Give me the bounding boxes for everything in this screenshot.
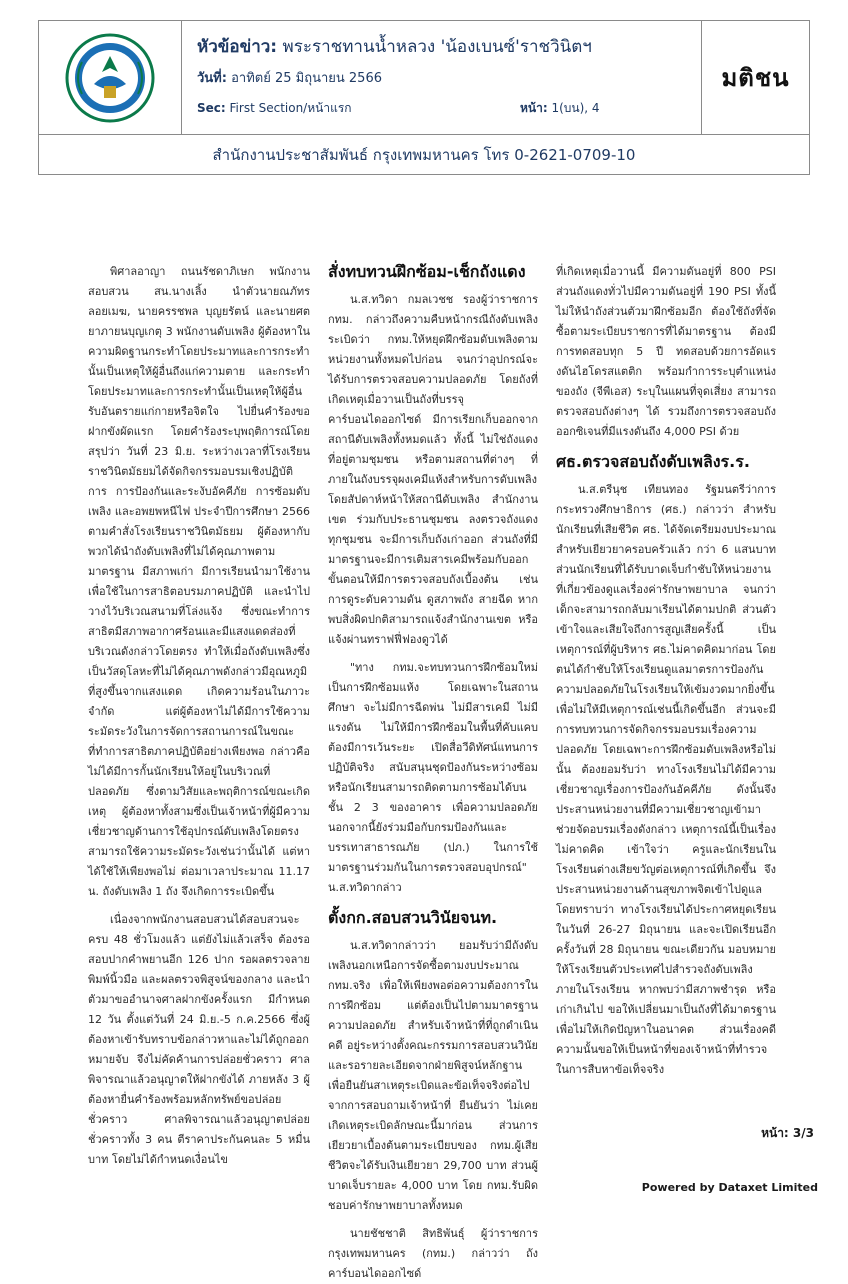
section-label: Sec: — [197, 101, 226, 115]
agency-bar — [39, 134, 809, 174]
article-paragraph: น.ส.ทวิดากล่าวว่า ยอมรับว่ามีถังดับเพลิงนอกเหนือการจัดซื้อตามงบประมาณ กทม.จริง เพื่อให้เพียงพอต่อความต้องการในการฝึกซ้อม แต่ต้องเป็นไปตามมาตรฐานความปลอดภัย สำหรับเจ้าหน้าที่ที่ถูกดำเนินคดี อยู่ระหว่างตั้งคณะกรรมการสอบสวนวินัย และรอรายละเอียดจากฝ่ายพิสูจน์หลักฐานเพื่อยืนยันสาเหตุระเบิดและข้อเท็จจริงต่อไป จากการสอบถามเจ้าหน้าที่ ยืนยันว่า ไม่เคยเกิดเหตุระเบิดลักษณะนี้มาก่อน ส่วนการเยียวยาเบื้องต้นตามระเบียบของ กทม.ผู้เสียชีวิตจะได้รับเงินเยียวยา 29,700 บาท ส่วนผู้บาดเจ็บรายละ 4,000 บาท โดย กทม.รับผิดชอบค่ารักษาพยาบาลทั้งหมด — [328, 939, 538, 1212]
article-paragraph: น.ส.ตรีนุช เทียนทอง รัฐมนตรีว่าการกระทรวงศึกษาธิการ (ศธ.) กล่าวว่า สำหรับนักเรียนที่เสียชีวิต ศธ. ได้จัดเตรียมงบประมาณสำหรับเยียวยาครอบครัวแล้ว กว่า 6 แสนบาท ส่วนนักเรียนที่ได้รับบาดเจ็บกำชับให้หน่วยงานที่เกี่ยวข้องดูแลเรื่องค่ารักษาพยาบาล จนกว่าเด็กจะสามารถกลับมาเรียนได้ตามปกติ ส่วนตัวเข้าใจและเสียใจถึงการสูญเสียครั้งนี้ เป็นเหตุการณ์ที่ผู้บริหาร ศธ.ไม่คาดคิดมาก่อน โดยตนได้กำชับให้โรงเรียนดูแลมาตรการป้องกันความปลอดภัยในโรงเรียนให้เข้มงวดมากยิ่งขึ้น เพื่อไม่ให้มีเหตุการณ์เช่นนี้เกิดขึ้นอีก ส่วนจะมีการทบทวนการจัดกิจกรรมอบรมเรื่องความปลอดภัย โดยเฉพาะการฝึกซ้อมดับเพลิงหรือไม่นั้น ต้องยอมรับว่า ทางโรงเรียนไม่ได้มีความเชี่ยวชาญเรื่องการป้องกันอัคคีภัย ดังนั้นจึงประสานหน่วยงานที่มีความเชี่ยวชาญเข้ามาช่วยจัดอบรมเรื่องดังกล่าว เหตุการณ์นี้เป็นเรื่องไม่คาดคิด เข้าใจว่า ครูและนักเรียนในโรงเรียนต่างเสียขวัญต่อเหตุการณ์ที่เกิดขึ้น จึงประสานหน่วยงานด้านสุขภาพจิตเข้าไปดูแล โดยทราบว่า ทางโรงเรียนได้ประกาศหยุดเรียนในวันที่ 26-27 มิถุนายน และจะเปิดเรียนอีกครั้งวันที่ 28 มิถุนายน ขณะเดียวกัน มอบหมายให้โรงเรียนตัวประเทศไปสำรวจถังดับเพลิงภายในโรงเรียน หากพบว่ามีสภาพชำรุด หรือเก่าเกินไป ขอให้เปลี่ยนมาเป็นถังที่ได้มาตรฐาน เพื่อไม่ให้เกิดปัญหาในอนาคต ส่วนเรื่องคดีความนั้นขอให้เป็นหน้าที่ของเจ้าหน้าที่ทำรวจในการสืบหาข้อเท็จจริง — [556, 483, 776, 1076]
section-text: First Section/หน้าแรก — [229, 101, 352, 115]
brand-logo-text: มติชน — [721, 64, 790, 92]
article-paragraph: พิศาลอาญา ถนนรัชดาภิเษก พนักงานสอบสวน สน.นางเลิ้ง นำตัวนายณภัทร ลอยเมฆ, นายครรชพล บุญยรัตน์ และนายศตยาภายนบุญเกตุ 3 พนักงานดับเพลิง ผู้ต้องหาในความผิดฐานกระทำโดยประมาทและการกระทำนั้นเป็นเหตุให้ผู้อื่นถึงแก่ความตาย และกระทำโดยประมาทและการกระทำนั้นเป็นเหตุให้ผู้อื่นรับอันตรายแก่กายหรือจิตใจ ไปยื่นคำร้องขอฝากขังผัดแรก โดยคำร้องระบุพฤติการณ์โดยสรุปว่า วันที่ 23 มิ.ย. ระหว่างเวลาที่โรงเรียนราชวินิตมัธยมได้จัดกิจกรรมอบรมเชิงปฏิบัติการ การป้องกันและระงับอัคคีภัย การซ้อมดับเพลิง และอพยพหนีไฟ ประจำปีการศึกษา 2566 ตามคำสั่งโรงเรียนราชวินิตมัธยม ผู้ต้องหากับพวกได้นำถังดับเพลิงที่ไม่ได้คุณภาพตามมาตรฐาน มีสภาพเก่า มีการเรียนนำมาใช้งาน เพื่อใช้ในการสาธิตอบรมภาคปฏิบัติ และนำไปวางไว้บริเวณสนามที่โล่งแจ้ง ซึ่งขณะทำการสาธิตมีสภาพอากาศร้อนและมีแสงแดดส่องที่บริเวณดังกล่าวโดยตรง ทำให้เมื่อถังดับเพลิงซึ่งเป็นวัสดุโลหะที่ไม่ได้คุณภาพดังกล่าวมีอุณหภูมิที่สูงขึ้นจากแสงแดด เกิดความร้อนในภาวะจำกัด แต่ผู้ต้องหาไม่ได้มีการใช้ความระมัดระวังในการจัดการสถานการณ์ในขณะที่ทำการสาธิตภาคปฏิบัติอย่างเพียงพอ กล่าวคือ ไม่ได้มีการกั้นนักเรียนให้อยู่ในบริเวณที่ปลอดภัย ซึ่งตามวิสัยและพฤติการณ์ขณะเกิดเหตุ ผู้ต้องหาทั้งสามซึ่งเป็นเจ้าหน้าที่ผู้มีความเชี่ยวชาญด้านการใช้อุปกรณ์ดับเพลิงโดยตรง สามารถใช้ความระมัดระวังเช่นว่านั้นได้ แต่หาได้ใช้ให้เพียงพอไม่ ต่อมาเวลาประมาณ 11.17 น. ถังดับเพลิง 1 ถัง จึงเกิดการระเบิดขึ้น — [88, 265, 310, 898]
agency-text: สำนักงานประชาสัมพันธ์ กรุงเทพมหานคร โทร 0-2621-0709-10 — [212, 145, 636, 164]
article-column-2 — [328, 262, 538, 1284]
bma-seal-icon — [64, 32, 156, 124]
article-paragraph: "ทาง กทม.จะทบทวนการฝึกซ้อมใหม่ เป็นการฝึกซ้อมแห้ง โดยเฉพาะในสถานศึกษา จะไม่มีการฉีดพ่น ไม่มีสารเคมี ไม่มีแรงดัน ไม่ให้มีการฝึกซ้อมในพื้นที่คับแคบต้องมีการเว้นระยะ เปิดสื่อวีดิทัศน์แทนการปฏิบัติจริง สนับสนุนชุดป้องกันระหว่างซ้อม หรือนักเรียนสามารถติดตามการซ้อมได้บนชั้น 2 3 ของอาคาร เพื่อความปลอดภัย นอกจากนี้ยังร่วมมือกับกรมป้องกันและบรรเทาสาธารณภัย (ปภ.) ในการใช้มาตรฐานร่วมกันในการตรวจสอบอุปกรณ์" น.ส.ทวิดากล่าว — [328, 661, 538, 894]
section-heading: ตั้งกก.สอบสวนวินัยจนท. — [328, 908, 498, 927]
section-row — [197, 99, 352, 118]
headline-row — [197, 33, 592, 60]
newspaper-brand — [702, 21, 809, 134]
article-paragraph: นายชัชชาติ สิทธิพันธุ์ ผู้ว่าราชการกรุงเทพมหานคร (กทม.) กล่าวว่า ถังคาร์บอนไดออกไซด์ — [328, 1227, 538, 1280]
section-heading: สั่งทบทวนฝึกซ้อม-เช็กถังแดง — [328, 262, 526, 281]
article-paragraph: ที่เกิดเหตุเมื่อวานนี้ มีความดันอยู่ที่ 800 PSI ส่วนถังแดงทั่วไปมีความดันอยู่ที่ 190 PSI ทั้งนี้ ไม่ให้นำถังส่วนตัวมาฝึกซ้อมอีก ต้องใช้ถังที่จัดซื้อตามระเบียบราชการที่ได้มาตรฐาน ต้องมีการทดสอบทุก 5 ปี ทดสอบด้วยการอัดแรงดันไฮโดรสแตติก พร้อมกำการระบุตำแหน่งของถัง (จีพีเอส) ระบุในแผนที่จุดเสี่ยง สามารถตรวจสอบถังต่างๆ ได้ รวมถึงการตรวจสอบถังออกซิเจนที่มีแรงดันถึง 4,000 PSI ด้วย — [556, 265, 776, 438]
clipping-header — [38, 20, 810, 175]
page-indicator: หน้า: 3/3 — [761, 1126, 814, 1140]
page-text: 1(บน), 4 — [551, 101, 600, 115]
clipping-info — [182, 21, 702, 134]
powered-by-text: Powered by Dataxet Limited — [641, 1181, 818, 1194]
article-column-1 — [88, 262, 310, 1170]
date-label: วันที่: — [197, 71, 227, 86]
date-row — [197, 67, 382, 88]
section-heading: ศธ.ตรวจสอบถังดับเพลิงร.ร. — [556, 452, 750, 471]
article-column-3 — [556, 262, 776, 1080]
date-text: อาทิตย์ 25 มิถุนายน 2566 — [231, 71, 382, 86]
article-paragraph: น.ส.ทวิดา กมลเวชช รองผู้ว่าราชการ กทม. กล่าวถึงความคืบหน้ากรณีถังดับเพลิงระเบิดว่า กทม.ให้หยุดฝึกซ้อมดับเพลิงตามหน่วยงานทั้งหมดไปก่อน จนกว่าอุปกรณ์จะได้รับการตรวจสอบความปลอดภัย โดยถังที่เกิดเหตุเมื่อวานเป็นถังที่บรรจุคาร์บอนไดออกไซด์ มีการเรียกเก็บออกจากสถานีดับเพลิงทั้งหมดแล้ว ทั้งนี้ ไม่ใช่ถังแดงที่อยู่ตามชุมชน หรือตามสถานที่ต่างๆ ที่ภายในถังบรรจุผงเคมีแห้งสำหรับการดับเพลิง โดยสัปดาห์หน้าให้สถานีดับเพลิง สำนักงานเขต ร่วมกับประธานชุมชน ลงตรวจถังแดงทุกชุมชน จะมีการเก็บถังเก่าออก ส่วนถังที่มีมาตรฐานจะมีการเติมสารเคมีพร้อมกับออกขั้นตอนให้มีการตรวจสอบถังเบื้องต้น เช่น การดูระดับความดัน ดูสภาพถัง สายฉีด หากพบสิ่งผิดปกติสามารถแจ้งสำนักงานเขต หรือแจ้งผ่านทราฟฟี่ฟองดูวได้ — [328, 293, 538, 646]
headline-label: หัวข้อข่าว: — [197, 37, 278, 57]
article-paragraph: เนื่องจากพนักงานสอบสวนได้สอบสวนจะครบ 48 ชั่วโมงแล้ว แต่ยังไม่แล้วเสร็จ ต้องรอสอบปากคำพยานอีก 126 ปาก รอผลตรวจลายพิมพ์นิ้วมือ และผลตรวจพิสูจน์ของกลาง และนำตัวมาขออำนาจศาลฝากขังครั้งแรก มีกำหนด 12 วัน ตั้งแต่วันที่ 24 มิ.ย.-5 ก.ค.2566 ซึ่งผู้ต้องหาเข้ารับทราบข้อกล่าวหาและไม่ได้ถูกออกหมายจับ จึงไม่คัดค้านการปล่อยชั่วคราว ศาลพิจารณาแล้วอนุญาตให้ฝากขังได้ ภายหลัง 3 ผู้ต้องหายื่นคำร้องพร้อมหลักทรัพย์ขอปล่อยชั่วคราว ศาลพิจารณาแล้วอนุญาตปล่อยชั่วคราวทั้ง 3 คน ตีราคาประกันคนละ 5 หมื่นบาท โดยไม่ได้กำหนดเงื่อนไข — [88, 913, 310, 1166]
page-row — [520, 99, 600, 118]
headline-text: พระราชทานน้ำหลวง 'น้องเบนซ์'ราชวินิตฯ — [282, 37, 592, 57]
page-label: หน้า: — [520, 101, 548, 115]
bma-seal-logo — [39, 21, 182, 134]
